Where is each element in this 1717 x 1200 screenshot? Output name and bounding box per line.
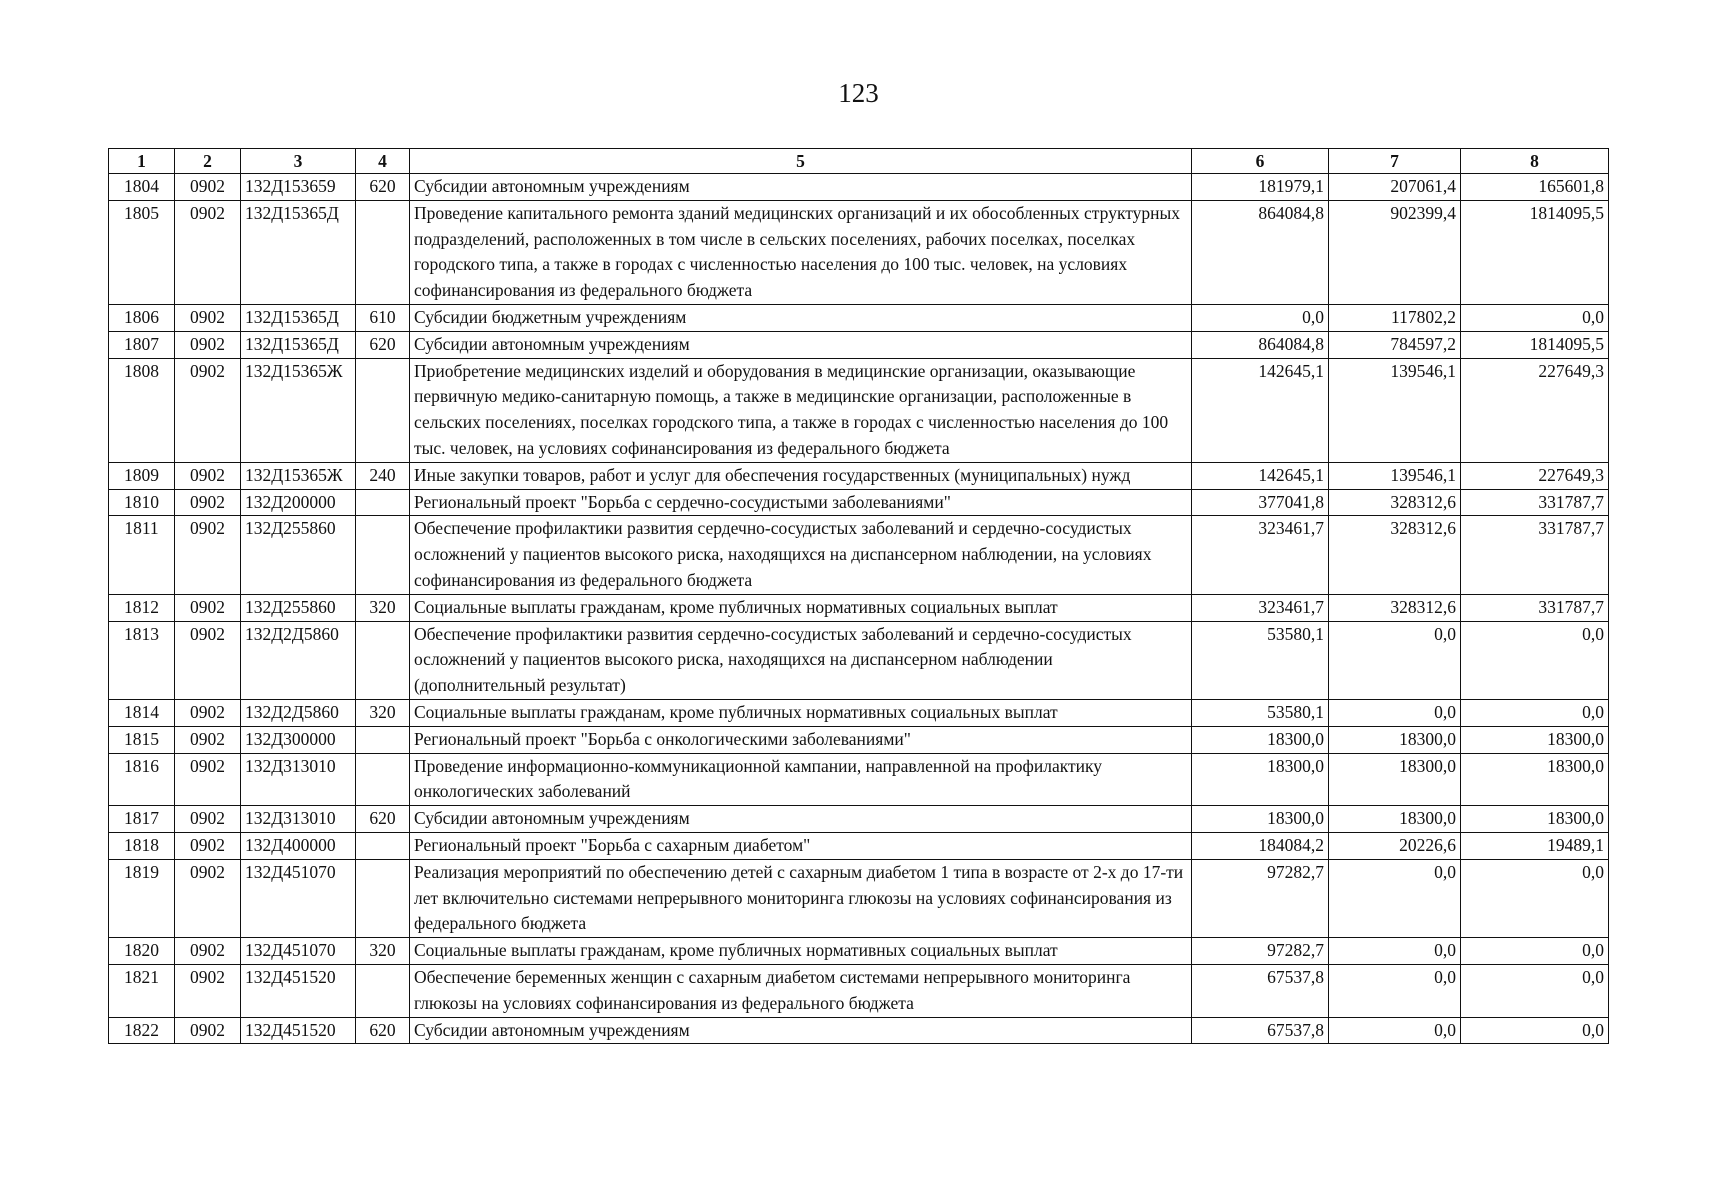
column-header: 7 (1329, 149, 1461, 174)
table-row (109, 964, 1609, 1017)
target-article-cell: 132Д15365Д (241, 304, 356, 331)
amount-cell-year1: 142645,1 (1192, 462, 1329, 489)
amount-cell-year1: 142645,1 (1192, 358, 1329, 462)
amount-cell-year2: 139546,1 (1329, 462, 1461, 489)
expense-type-cell: 610 (356, 304, 410, 331)
amount-cell-year1: 323461,7 (1192, 516, 1329, 594)
target-article-cell: 132Д300000 (241, 726, 356, 753)
description-cell: Субсидии автономным учреждениям (410, 331, 1192, 358)
description-cell: Региональный проект "Борьба с сердечно-сосудистыми заболеваниями" (410, 489, 1192, 516)
target-article-cell: 132Д15365Ж (241, 358, 356, 462)
amount-cell-year2: 902399,4 (1329, 200, 1461, 304)
description-cell: Приобретение медицинских изделий и оборудования в медицинские организации, оказывающие первичную медико-санитарную помощь, а также в медицинские организации, расположенные в сельских поселениях, поселках городского типа, а также в городах с численностью населения до 100 тыс. человек, на условиях софинансирования из федерального бюджета (410, 358, 1192, 462)
table-row (109, 699, 1609, 726)
expense-type-cell (356, 964, 410, 1017)
column-header: 5 (410, 149, 1192, 174)
target-article-cell: 132Д200000 (241, 489, 356, 516)
amount-cell-year3: 0,0 (1461, 699, 1609, 726)
section-code-cell: 0902 (175, 358, 241, 462)
column-header: 4 (356, 149, 410, 174)
row-number-cell: 1808 (109, 358, 175, 462)
amount-cell-year1: 67537,8 (1192, 1017, 1329, 1044)
expense-type-cell: 620 (356, 331, 410, 358)
row-number-cell: 1807 (109, 331, 175, 358)
section-code-cell: 0902 (175, 726, 241, 753)
amount-cell-year1: 97282,7 (1192, 859, 1329, 937)
column-header: 1 (109, 149, 175, 174)
amount-cell-year1: 864084,8 (1192, 200, 1329, 304)
amount-cell-year1: 181979,1 (1192, 174, 1329, 201)
row-number-cell: 1805 (109, 200, 175, 304)
amount-cell-year3: 18300,0 (1461, 726, 1609, 753)
section-code-cell: 0902 (175, 200, 241, 304)
amount-cell-year2: 18300,0 (1329, 726, 1461, 753)
amount-cell-year1: 53580,1 (1192, 699, 1329, 726)
expense-type-cell (356, 753, 410, 806)
section-code-cell: 0902 (175, 832, 241, 859)
row-number-cell: 1810 (109, 489, 175, 516)
amount-cell-year2: 784597,2 (1329, 331, 1461, 358)
table-row (109, 358, 1609, 462)
expense-type-cell (356, 726, 410, 753)
description-cell: Субсидии автономным учреждениям (410, 1017, 1192, 1044)
amount-cell-year3: 331787,7 (1461, 516, 1609, 594)
amount-cell-year3: 0,0 (1461, 304, 1609, 331)
table-row (109, 331, 1609, 358)
amount-cell-year1: 67537,8 (1192, 964, 1329, 1017)
row-number-cell: 1806 (109, 304, 175, 331)
description-cell: Реализация мероприятий по обеспечению детей с сахарным диабетом 1 типа в возрасте от 2-х до 17-ти лет включительно системами непрерывного мониторинга глюкозы на условиях софинансирования из федерального бюджета (410, 859, 1192, 937)
table-row (109, 489, 1609, 516)
amount-cell-year1: 864084,8 (1192, 331, 1329, 358)
amount-cell-year2: 328312,6 (1329, 516, 1461, 594)
row-number-cell: 1818 (109, 832, 175, 859)
description-cell: Субсидии автономным учреждениям (410, 174, 1192, 201)
description-cell: Обеспечение профилактики развития сердечно-сосудистых заболеваний и сердечно-сосудистых осложнений у пациентов высокого риска, находящихся на диспансерном наблюдении, на условиях софинансирования из федерального бюджета (410, 516, 1192, 594)
description-cell: Обеспечение профилактики развития сердечно-сосудистых заболеваний и сердечно-сосудистых осложнений у пациентов высокого риска, находящихся на диспансерном наблюдении (дополнительный результат) (410, 621, 1192, 699)
section-code-cell: 0902 (175, 621, 241, 699)
section-code-cell: 0902 (175, 594, 241, 621)
amount-cell-year3: 331787,7 (1461, 489, 1609, 516)
section-code-cell: 0902 (175, 174, 241, 201)
table-body (109, 174, 1609, 1044)
table-row (109, 753, 1609, 806)
row-number-cell: 1804 (109, 174, 175, 201)
target-article-cell: 132Д153659 (241, 174, 356, 201)
target-article-cell: 132Д451520 (241, 1017, 356, 1044)
table-row (109, 806, 1609, 833)
description-cell: Проведение капитального ремонта зданий медицинских организаций и их обособленных структурных подразделений, расположенных в том числе в сельских поселениях, рабочих поселках, поселках городского типа, а также в городах с численностью населения до 100 тыс. человек, на условиях софинансирования из федерального бюджета (410, 200, 1192, 304)
amount-cell-year1: 18300,0 (1192, 753, 1329, 806)
amount-cell-year3: 165601,8 (1461, 174, 1609, 201)
section-code-cell: 0902 (175, 938, 241, 965)
expense-type-cell (356, 200, 410, 304)
table-row (109, 938, 1609, 965)
row-number-cell: 1809 (109, 462, 175, 489)
target-article-cell: 132Д15365Ж (241, 462, 356, 489)
amount-cell-year2: 328312,6 (1329, 594, 1461, 621)
amount-cell-year3: 331787,7 (1461, 594, 1609, 621)
section-code-cell: 0902 (175, 753, 241, 806)
section-code-cell: 0902 (175, 699, 241, 726)
section-code-cell: 0902 (175, 964, 241, 1017)
target-article-cell: 132Д313010 (241, 806, 356, 833)
amount-cell-year2: 0,0 (1329, 938, 1461, 965)
amount-cell-year3: 227649,3 (1461, 462, 1609, 489)
amount-cell-year1: 97282,7 (1192, 938, 1329, 965)
section-code-cell: 0902 (175, 859, 241, 937)
section-code-cell: 0902 (175, 806, 241, 833)
expense-type-cell: 320 (356, 938, 410, 965)
expense-type-cell (356, 832, 410, 859)
table-row (109, 200, 1609, 304)
budget-table (108, 148, 1609, 1044)
amount-cell-year1: 184084,2 (1192, 832, 1329, 859)
amount-cell-year2: 0,0 (1329, 859, 1461, 937)
table-row (109, 304, 1609, 331)
table-row (109, 859, 1609, 937)
row-number-cell: 1819 (109, 859, 175, 937)
expense-type-cell: 620 (356, 174, 410, 201)
amount-cell-year2: 328312,6 (1329, 489, 1461, 516)
description-cell: Социальные выплаты гражданам, кроме публичных нормативных социальных выплат (410, 938, 1192, 965)
amount-cell-year3: 0,0 (1461, 1017, 1609, 1044)
target-article-cell: 132Д400000 (241, 832, 356, 859)
table-row (109, 832, 1609, 859)
target-article-cell: 132Д15365Д (241, 331, 356, 358)
expense-type-cell (356, 516, 410, 594)
amount-cell-year1: 18300,0 (1192, 806, 1329, 833)
column-header: 8 (1461, 149, 1609, 174)
amount-cell-year1: 323461,7 (1192, 594, 1329, 621)
table-row (109, 621, 1609, 699)
column-header: 2 (175, 149, 241, 174)
expense-type-cell: 620 (356, 1017, 410, 1044)
description-cell: Региональный проект "Борьба с сахарным диабетом" (410, 832, 1192, 859)
amount-cell-year2: 0,0 (1329, 699, 1461, 726)
description-cell: Проведение информационно-коммуникационной кампании, направленной на профилактику онкологических заболеваний (410, 753, 1192, 806)
row-number-cell: 1812 (109, 594, 175, 621)
description-cell: Социальные выплаты гражданам, кроме публичных нормативных социальных выплат (410, 594, 1192, 621)
amount-cell-year1: 18300,0 (1192, 726, 1329, 753)
row-number-cell: 1822 (109, 1017, 175, 1044)
table-row (109, 1017, 1609, 1044)
amount-cell-year3: 18300,0 (1461, 753, 1609, 806)
target-article-cell: 132Д2Д5860 (241, 621, 356, 699)
expense-type-cell (356, 358, 410, 462)
row-number-cell: 1814 (109, 699, 175, 726)
amount-cell-year2: 0,0 (1329, 621, 1461, 699)
row-number-cell: 1815 (109, 726, 175, 753)
amount-cell-year3: 1814095,5 (1461, 331, 1609, 358)
section-code-cell: 0902 (175, 331, 241, 358)
row-number-cell: 1821 (109, 964, 175, 1017)
amount-cell-year3: 18300,0 (1461, 806, 1609, 833)
amount-cell-year3: 19489,1 (1461, 832, 1609, 859)
expense-type-cell: 320 (356, 594, 410, 621)
amount-cell-year3: 227649,3 (1461, 358, 1609, 462)
table-row (109, 174, 1609, 201)
row-number-cell: 1820 (109, 938, 175, 965)
table-row (109, 516, 1609, 594)
amount-cell-year3: 0,0 (1461, 621, 1609, 699)
amount-cell-year3: 0,0 (1461, 964, 1609, 1017)
description-cell: Социальные выплаты гражданам, кроме публичных нормативных социальных выплат (410, 699, 1192, 726)
target-article-cell: 132Д255860 (241, 594, 356, 621)
expense-type-cell (356, 621, 410, 699)
amount-cell-year2: 139546,1 (1329, 358, 1461, 462)
amount-cell-year2: 18300,0 (1329, 753, 1461, 806)
table-row (109, 726, 1609, 753)
column-header: 3 (241, 149, 356, 174)
description-cell: Субсидии бюджетным учреждениям (410, 304, 1192, 331)
amount-cell-year1: 0,0 (1192, 304, 1329, 331)
section-code-cell: 0902 (175, 516, 241, 594)
row-number-cell: 1811 (109, 516, 175, 594)
amount-cell-year2: 207061,4 (1329, 174, 1461, 201)
target-article-cell: 132Д15365Д (241, 200, 356, 304)
amount-cell-year3: 0,0 (1461, 938, 1609, 965)
header-row (109, 149, 1609, 174)
table-row (109, 594, 1609, 621)
row-number-cell: 1816 (109, 753, 175, 806)
target-article-cell: 132Д255860 (241, 516, 356, 594)
amount-cell-year1: 377041,8 (1192, 489, 1329, 516)
section-code-cell: 0902 (175, 304, 241, 331)
amount-cell-year3: 1814095,5 (1461, 200, 1609, 304)
expense-type-cell: 620 (356, 806, 410, 833)
row-number-cell: 1813 (109, 621, 175, 699)
target-article-cell: 132Д451070 (241, 938, 356, 965)
amount-cell-year1: 53580,1 (1192, 621, 1329, 699)
description-cell: Региональный проект "Борьба с онкологическими заболеваниями" (410, 726, 1192, 753)
section-code-cell: 0902 (175, 462, 241, 489)
target-article-cell: 132Д451520 (241, 964, 356, 1017)
amount-cell-year2: 117802,2 (1329, 304, 1461, 331)
expense-type-cell: 240 (356, 462, 410, 489)
amount-cell-year2: 0,0 (1329, 1017, 1461, 1044)
row-number-cell: 1817 (109, 806, 175, 833)
column-header: 6 (1192, 149, 1329, 174)
table-row (109, 462, 1609, 489)
section-code-cell: 0902 (175, 489, 241, 516)
amount-cell-year2: 0,0 (1329, 964, 1461, 1017)
target-article-cell: 132Д313010 (241, 753, 356, 806)
expense-type-cell (356, 489, 410, 516)
amount-cell-year2: 18300,0 (1329, 806, 1461, 833)
description-cell: Субсидии автономным учреждениям (410, 806, 1192, 833)
expense-type-cell (356, 859, 410, 937)
description-cell: Иные закупки товаров, работ и услуг для обеспечения государственных (муниципальных) нужд (410, 462, 1192, 489)
amount-cell-year2: 20226,6 (1329, 832, 1461, 859)
target-article-cell: 132Д451070 (241, 859, 356, 937)
expense-type-cell: 320 (356, 699, 410, 726)
amount-cell-year3: 0,0 (1461, 859, 1609, 937)
section-code-cell: 0902 (175, 1017, 241, 1044)
page-number: 123 (838, 78, 879, 108)
target-article-cell: 132Д2Д5860 (241, 699, 356, 726)
description-cell: Обеспечение беременных женщин с сахарным диабетом системами непрерывного мониторинга глюкозы на условиях софинансирования из федерального бюджета (410, 964, 1192, 1017)
